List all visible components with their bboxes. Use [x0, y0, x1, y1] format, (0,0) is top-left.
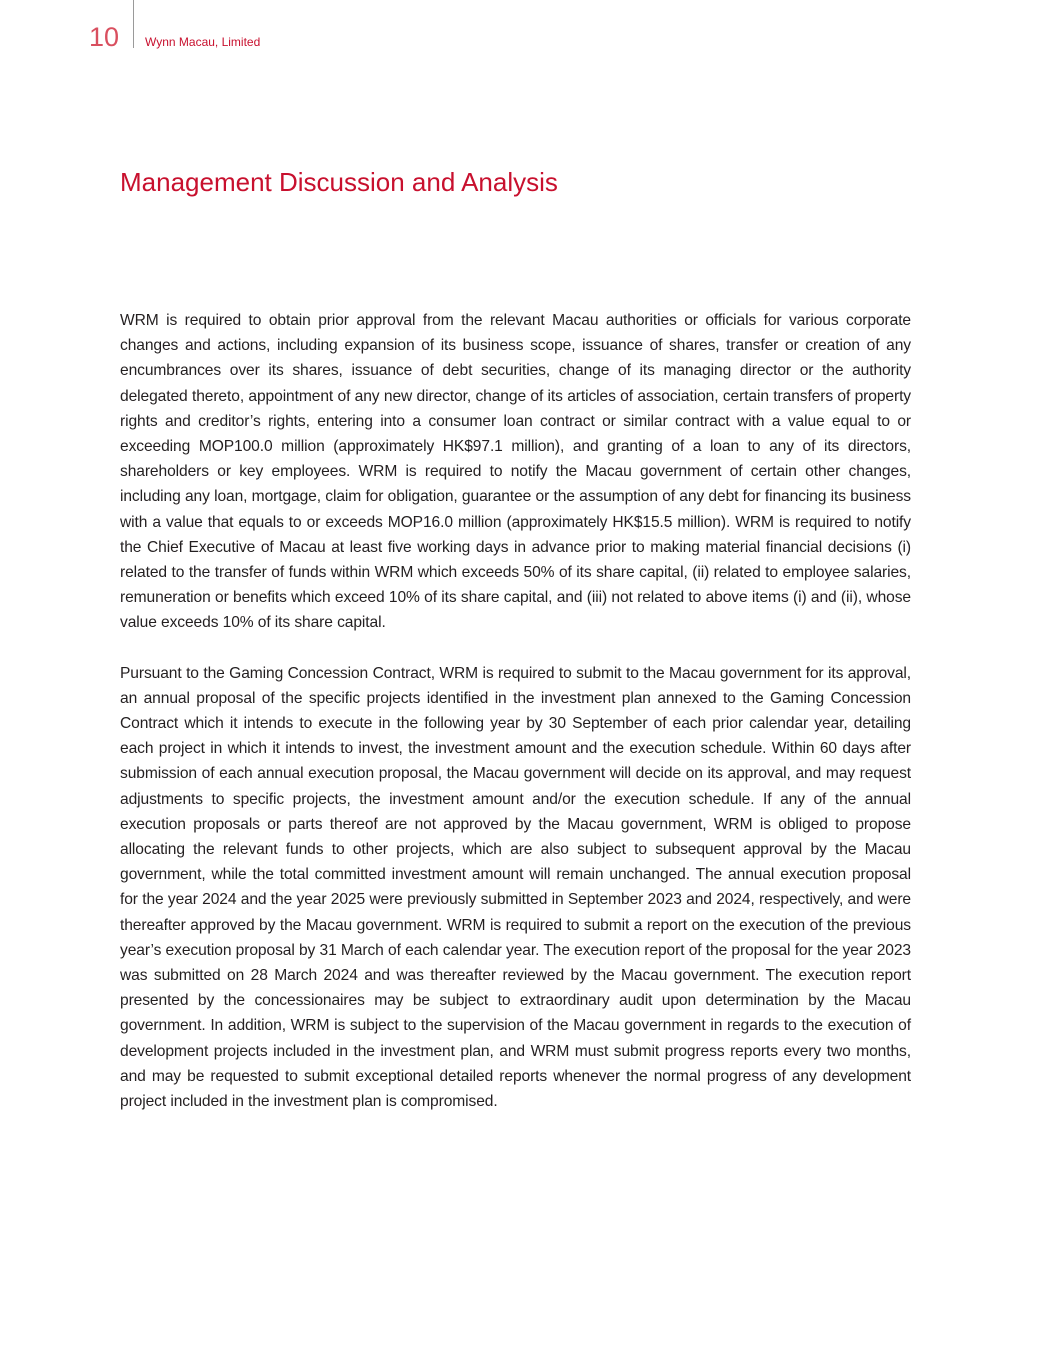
company-name: Wynn Macau, Limited — [145, 35, 261, 49]
header-divider — [133, 0, 134, 48]
paragraph-investment-plan: Pursuant to the Gaming Concession Contract, WRM is required to submit to the Macau government for its approval, an annual proposal of the specific projects identified in the investment plan annexed to the Gaming Concession Contract which it intends to execute in the following year by 30 September of each prior calendar year, detailing each project in which it intends to invest, the investment amount and the execution schedule. Within 60 days after submission of each annual execution proposal, the Macau government will decide on its approval, and may request adjustments to specific projects, the investment amount and/or the execution schedule. If any of the annual execution proposals or parts thereof are not approved by the Macau government, WRM is obliged to propose allocating the relevant funds to other projects, which are also subject to subsequent approval by the Macau government, while the total committed investment amount will remain unchanged. The annual execution proposal for the year 2024 and the year 2025 were previously submitted in September 2023 and 2024, respectively, and were thereafter approved by the Macau government. WRM is required to submit a report on the execution of the previous year’s execution proposal by 31 March of each calendar year. The execution report of the proposal for the year 2023 was submitted on 28 March 2024 and was thereafter reviewed by the Macau government. The execution report presented by the concessionaires may be subject to extraordinary audit upon determination by the Macau government. In addition, WRM is subject to the supervision of the Macau government in regards to the execution of development projects included in the investment plan, and WRM must submit progress reports every two months, and may be requested to submit exceptional detailed reports whenever the normal progress of any development project included in the investment plan is compromised. — [120, 664, 911, 1111]
page-number: 10 — [89, 22, 120, 52]
paragraph-approvals: WRM is required to obtain prior approval from the relevant Macau authorities or officials for various corporate changes and actions, including expansion of its business scope, issuance of shares, transfer or creation of any encumbrances over its shares, issuance of debt securities, change of its managing director or the authority delegated thereto, appointment of any new director, change of its articles of association, certain transfers of property rights and creditor’s rights, entering into a consumer loan contract or similar contract with a value equal to or exceeding MOP100.0 million (approximately HK$97.1 million), and granting of a loan to any of its directors, shareholders or key employees. WRM is required to notify the Macau government of certain other changes, including any loan, mortgage, claim for obligation, guarantee or the assumption of any debt for financing its business with a value that equals to or exceeds MOP16.0 million (approximately HK$15.5 million). WRM is required to notify the Chief Executive of Macau at least five working days in advance prior to making material financial decisions (i) related to the transfer of funds within WRM which exceeds 50% of its share capital, (ii) related to employee salaries, remuneration or benefits which exceed 10% of its share capital, and (iii) not related to above items (i) and (ii), whose value exceeds 10% of its share capital. — [120, 312, 911, 632]
section-title: Management Discussion and Analysis — [120, 167, 558, 197]
body-text — [120, 308, 911, 1139]
